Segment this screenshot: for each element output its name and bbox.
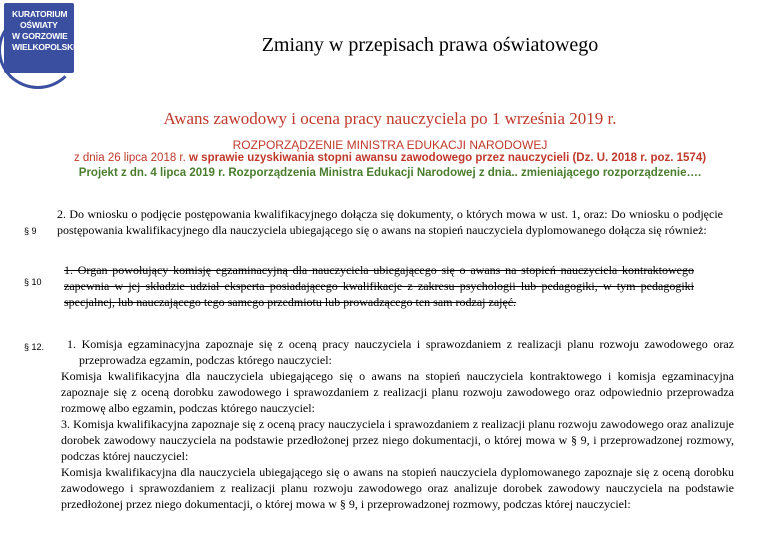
- section-9-text: [57, 206, 723, 238]
- section-10-text: [64, 262, 694, 310]
- section-9-paragraph: 2. Do wniosku o podjęcie postępowania kwalifikacyjnego dołącza się dokumenty, o których mowa w ust. 1, oraz: Do wniosku o podjęcie postępowania kwalifikacyjnego dla nauczyciela ubiegającego się o awans na stopień nauczyciela dyplomowanego dołącza się również:: [57, 207, 723, 237]
- section-label-12: § 12.: [24, 342, 45, 352]
- section-12-text: [61, 336, 734, 512]
- page-subtitle: Awans zawodowy i ocena pracy nauczyciela po 1 września 2019 r.: [163, 109, 617, 128]
- section-label-10: § 10: [24, 277, 42, 287]
- section-label-9: § 9: [24, 226, 37, 236]
- logo-line: OŚWIATY: [20, 20, 58, 30]
- logo-line: W GORZOWIE: [12, 31, 68, 41]
- section-12-item: Komisja kwalifikacyjna dla nauczyciela ubiegającego się o awans na stopień nauczyciela dyplomowanego zapoznaje się z oceną dorobku zawodowego i sprawozdaniem z realizacji planu rozwoju zawodowego oraz analizuje dorobek zawodowy nauczyciela na podstawie przedłożonej przez niego dokumentacji, o której mowa w § 9, i przeprowadzonej rozmowy, podczas której nauczyciel:: [61, 465, 734, 511]
- section-12-item: Komisja kwalifikacyjna dla nauczyciela ubiegającego się o awans na stopień nauczyciela kontraktowego i komisja egzaminacyjna zapoznaje się z oceną dorobku zawodowego i sprawozdaniem z realizacji planu rozwoju zawodowego oraz odpowiednio przeprowadza rozmowę albo egzamin, podczas którego nauczyciel:: [61, 369, 734, 415]
- page-title: Zmiany w przepisach prawa oświatowego: [261, 34, 599, 56]
- regulation-project: Projekt z dn. 4 lipca 2019 r. Rozporządzenia Ministra Edukacji Narodowej z dnia.. zmieniającego rozporządzenie….: [78, 167, 702, 179]
- logo-line: WIELKOPOLSKIM: [12, 42, 83, 52]
- regulation-date: [0, 152, 780, 164]
- section-10-paragraph: 1. Organ powołujący komisję egzaminacyjną dla nauczyciela ubiegającego się o awans na stopień nauczyciela kontraktowego zapewnia w jej składzie udział eksperta posiadającego kwalifikacje z zakresu psychologii lub pedagogiki, w tym pedagogiki specjalnej, lub nauczającego tego samego przedmiotu lub prowadzącego ten sam rodzaj zajęć.: [64, 263, 694, 309]
- regulation-date-prefix: z dnia 26 lipca 2018 r.: [73, 152, 186, 164]
- section-12-item: 1. Komisja egzaminacyjna zapoznaje się z oceną pracy nauczyciela i sprawozdaniem z realizacji planu rozwoju zawodowego oraz przeprowadza egzamin, podczas którego nauczyciel:: [67, 337, 734, 367]
- regulation-subject: w sprawie uzyskiwania stopni awansu zawodowego przez nauczycieli (Dz. U. 2018 r. poz. 1574): [189, 152, 707, 164]
- regulation-title: ROZPORZĄDZENIE MINISTRA EDUKACJI NARODOWEJ: [232, 138, 548, 152]
- logo-line: KURATORIUM: [12, 9, 68, 19]
- section-12-item: 3. Komisja kwalifikacyjna zapoznaje się z oceną pracy nauczyciela i sprawozdaniem z realizacji planu rozwoju zawodowego oraz analizuje dorobek zawodowy nauczyciela na podstawie przedłożonej przez niego dokumentacji, o której mowa w § 9, i przeprowadzonej rozmowy, podczas której nauczyciel:: [61, 417, 734, 463]
